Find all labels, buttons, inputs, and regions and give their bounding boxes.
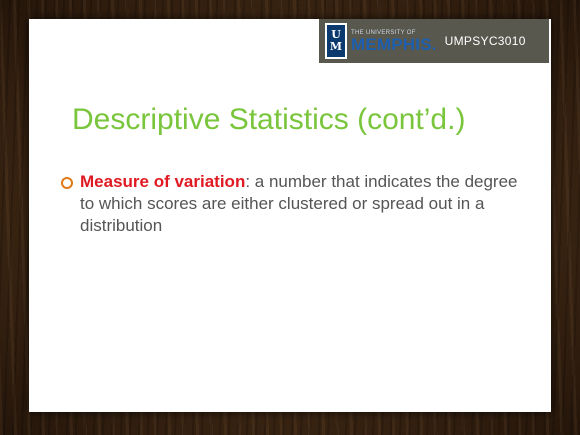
university-name: MEMPHIS. — [351, 34, 437, 54]
brand-bar — [319, 19, 549, 63]
logo-letter-m: M — [329, 40, 343, 53]
logo-letter-u: U — [331, 28, 341, 41]
slide — [29, 19, 551, 412]
bullet-item — [61, 171, 521, 237]
slide-title: Descriptive Statistics (cont’d.) — [72, 103, 466, 136]
um-logo-icon — [325, 23, 347, 59]
university-prefix: THE UNIVERSITY OF — [351, 29, 416, 36]
circle-bullet-icon — [61, 177, 73, 189]
bullet-term: Measure of variation — [80, 172, 246, 191]
university-wordmark — [351, 30, 437, 53]
bullet-text — [80, 171, 521, 237]
course-code: UMPSYC3010 — [444, 34, 526, 48]
bullet-definition: : a number that indicates the degree to which scores are either clustered or spread out in a distribution — [80, 172, 518, 235]
